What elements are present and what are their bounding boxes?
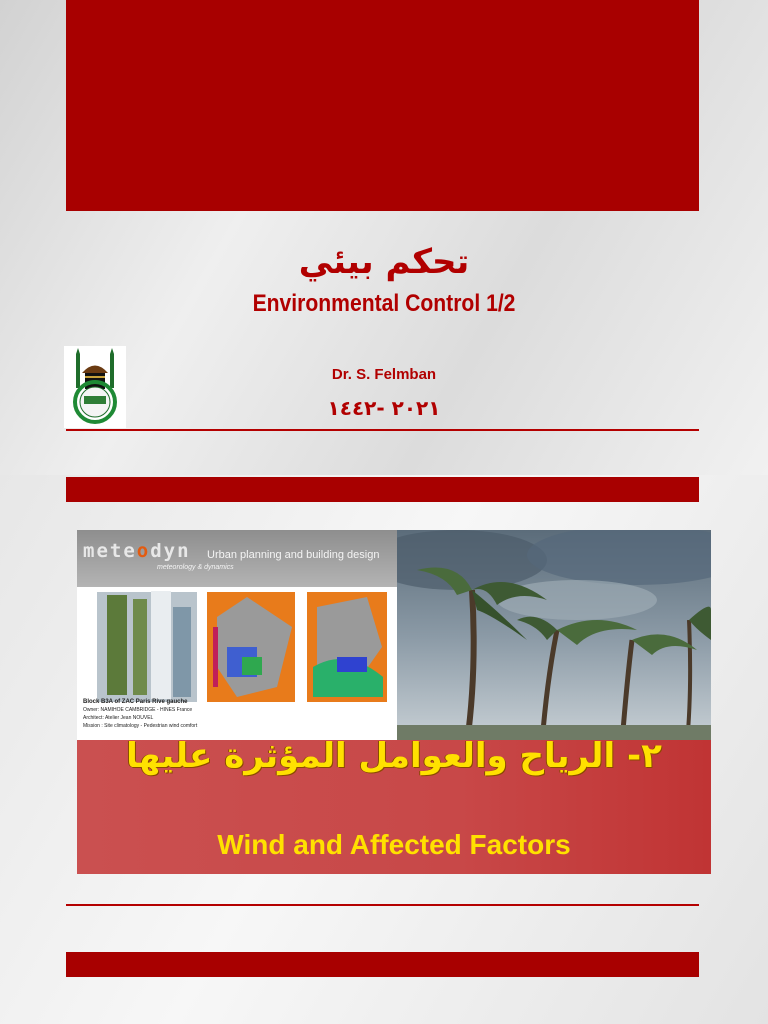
- header-band: [66, 0, 699, 211]
- title-slide: [0, 0, 768, 475]
- hero-image: [77, 530, 711, 874]
- arabic-title: تحكم بيئي: [298, 242, 470, 282]
- meteodyn-logo: meteodyn: [83, 540, 191, 562]
- meteodyn-header: [77, 530, 397, 587]
- section-slide: [0, 475, 768, 1024]
- course-title: Environmental Control 1/2: [252, 290, 516, 317]
- header-band: [66, 477, 699, 502]
- footer-band: [66, 952, 699, 977]
- section-arabic-title: ٢- الرياح والعوامل المؤثرة عليها: [126, 736, 662, 776]
- meteodyn-caption: [83, 698, 203, 730]
- caption-line: Architect: Atelier Jean NOUVEL: [83, 715, 154, 721]
- caption-line: Mission : Site climatology - Pedestrian wind comfort: [83, 723, 198, 729]
- storm-palms-photo: [397, 530, 711, 743]
- academic-year: ٢٠٢١ -١٤٤٢: [327, 396, 441, 420]
- caption-line: Owner: NAMIHOE CAMBRIDGE - HINES France: [83, 707, 193, 713]
- divider-line: [66, 904, 699, 906]
- meteodyn-panel: [77, 530, 397, 743]
- meteodyn-tagline: meteorology & dynamics: [157, 564, 234, 571]
- meteodyn-headline: Urban planning and building design: [207, 549, 380, 561]
- divider-line: [66, 429, 699, 431]
- section-title: Wind and Affected Factors: [217, 829, 571, 860]
- caption-title: Block B3A of ZAC Paris Rive gauche: [83, 699, 188, 705]
- author: Dr. S. Felmban: [331, 366, 437, 383]
